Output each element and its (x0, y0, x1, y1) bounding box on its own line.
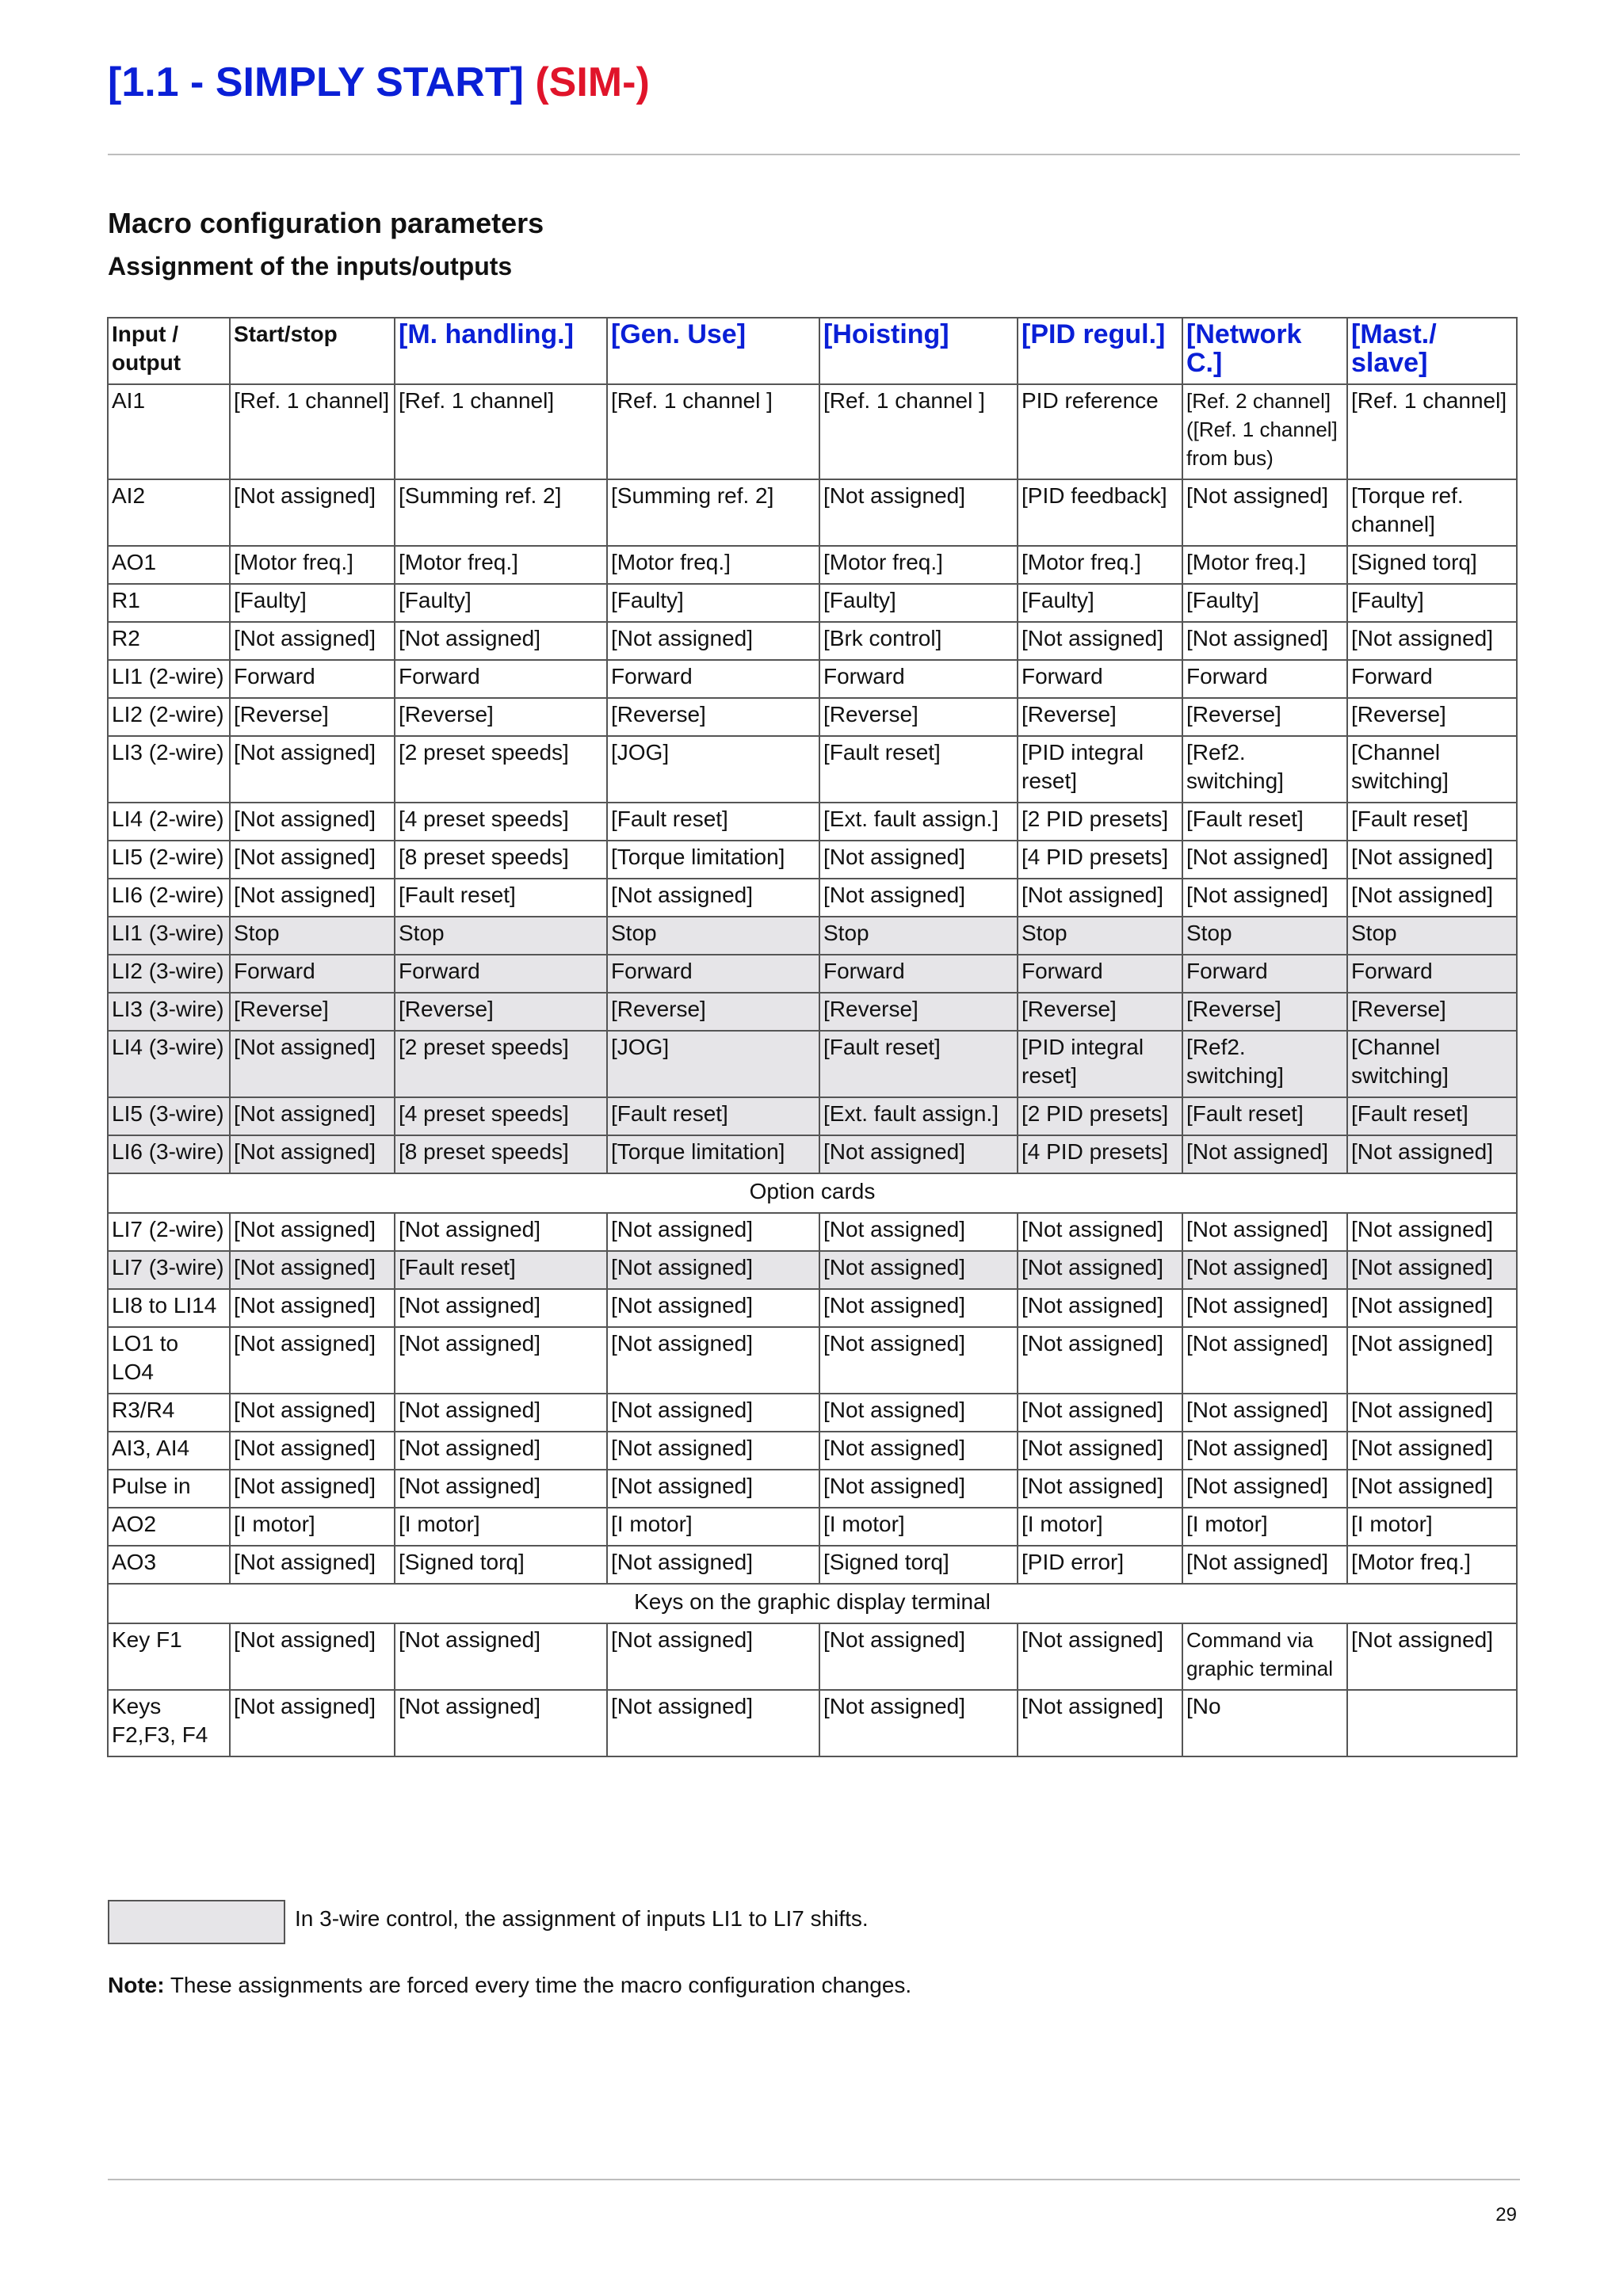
table-cell: [Not assigned] (1347, 1432, 1517, 1470)
table-cell: [Not assigned] (1018, 1213, 1182, 1251)
table-cell: [Not assigned] (395, 1289, 607, 1327)
keys-label: Keys on the graphic display terminal (108, 1584, 1517, 1623)
row-label-cell: LI1 (2-wire) (108, 660, 230, 698)
table-cell: [Faulty] (395, 584, 607, 622)
table-row (108, 1470, 1517, 1508)
table-cell: [Not assigned] (230, 1251, 395, 1289)
table-cell: [2 PID presets] (1018, 1097, 1182, 1135)
table-cell: Forward (230, 660, 395, 698)
table-cell: [Not assigned] (819, 1213, 1018, 1251)
page-title-code: (SIM-) (535, 59, 650, 105)
table-cell: [Channel switching] (1347, 736, 1517, 803)
page-title (108, 54, 650, 111)
row-label-cell: LI4 (2-wire) (108, 803, 230, 841)
table-cell: [I motor] (230, 1508, 395, 1546)
table-header-row (108, 318, 1517, 384)
table-cell: [4 PID presets] (1018, 1135, 1182, 1173)
table-row (108, 1251, 1517, 1289)
table-row (108, 660, 1517, 698)
table-cell: [Summing ref. 2] (607, 479, 819, 546)
table-cell: [Ref. 1 channel] (1347, 384, 1517, 479)
table-row (108, 1508, 1517, 1546)
table-cell: [Not assigned] (1347, 879, 1517, 917)
table-cell: [Fault reset] (607, 1097, 819, 1135)
table-cell: [Reverse] (395, 993, 607, 1031)
table-cell: Forward (1018, 955, 1182, 993)
table-cell: [Ref2. switching] (1182, 1031, 1347, 1097)
table-cell: [Not assigned] (1018, 879, 1182, 917)
table-cell: [Not assigned] (819, 1432, 1018, 1470)
row-label-cell: Key F1 (108, 1623, 230, 1690)
table-cell: [Not assigned] (395, 1623, 607, 1690)
table-row (108, 1394, 1517, 1432)
table-cell: [Not assigned] (1347, 1470, 1517, 1508)
section-subheading: Assignment of the inputs/outputs (108, 252, 513, 280)
table-cell: [2 preset speeds] (395, 1031, 607, 1097)
legend-text: In 3-wire control, the assignment of inputs LI1 to LI7 shifts. (295, 1906, 869, 1931)
table-cell: [Reverse] (1018, 993, 1182, 1031)
table-cell: [2 preset speeds] (395, 736, 607, 803)
table-row (108, 917, 1517, 955)
row-label-cell: R1 (108, 584, 230, 622)
table-cell: [Reverse] (607, 698, 819, 736)
table-cell: [Not assigned] (230, 622, 395, 660)
table-cell: [Not assigned] (230, 479, 395, 546)
table-cell: [Reverse] (230, 698, 395, 736)
table-cell: [Not assigned] (1182, 841, 1347, 879)
macro-assignment-table (107, 317, 1518, 1757)
rows-keys (108, 1623, 1517, 1756)
table-row (108, 698, 1517, 736)
table-cell: [Motor freq.] (607, 546, 819, 584)
row-label-cell: LI5 (3-wire) (108, 1097, 230, 1135)
row-label-cell: LO1 to LO4 (108, 1327, 230, 1394)
table-cell: [Reverse] (819, 993, 1018, 1031)
table-cell: [Not assigned] (1182, 1470, 1347, 1508)
table-cell: [Reverse] (607, 993, 819, 1031)
table-cell: [Not assigned] (230, 1623, 395, 1690)
section-heading: Macro configuration parameters (108, 207, 544, 239)
table-cell: [Reverse] (395, 698, 607, 736)
table-cell: [4 preset speeds] (395, 1097, 607, 1135)
table-cell: Forward (1182, 955, 1347, 993)
legend-shade-swatch (108, 1900, 285, 1944)
table-cell: [Ext. fault assign.] (819, 803, 1018, 841)
table-cell: [Not assigned] (1018, 1251, 1182, 1289)
table-cell: [Not assigned] (1347, 1623, 1517, 1690)
row-label-cell: AI2 (108, 479, 230, 546)
table-cell: [Not assigned] (607, 1690, 819, 1756)
table-cell: [Fault reset] (819, 736, 1018, 803)
row-label-cell: LI1 (3-wire) (108, 917, 230, 955)
header-mast-slave: [Mast./ slave] (1347, 318, 1517, 384)
table-cell: [Not assigned] (1182, 1327, 1347, 1394)
table-cell: [Channel switching] (1347, 1031, 1517, 1097)
table-cell: [Signed torq] (1347, 546, 1517, 584)
table-cell: [Reverse] (230, 993, 395, 1031)
table-cell: [Not assigned] (1182, 879, 1347, 917)
table-cell: [Faulty] (1182, 584, 1347, 622)
table-cell: [Not assigned] (1347, 1135, 1517, 1173)
table-cell: [PID error] (1018, 1546, 1182, 1584)
row-label-cell: Pulse in (108, 1470, 230, 1508)
table-cell: [Reverse] (1182, 698, 1347, 736)
table-cell: [4 preset speeds] (395, 803, 607, 841)
table-cell: [Not assigned] (607, 622, 819, 660)
table-cell: [Not assigned] (230, 1394, 395, 1432)
table-cell: [Not assigned] (819, 1135, 1018, 1173)
table-cell: Forward (607, 955, 819, 993)
table-cell: Stop (395, 917, 607, 955)
table-cell: [Motor freq.] (395, 546, 607, 584)
table-cell: [Ref. 1 channel] (230, 384, 395, 479)
table-cell: [Ref2. switching] (1182, 736, 1347, 803)
keys-section (108, 1584, 1517, 1623)
table-row (108, 1690, 1517, 1756)
table-row (108, 1135, 1517, 1173)
row-label-cell: LI6 (2-wire) (108, 879, 230, 917)
page-number: 29 (1495, 2204, 1517, 2225)
table-cell: [Not assigned] (230, 841, 395, 879)
row-label-cell: Keys F2,F3, F4 (108, 1690, 230, 1756)
table-cell: [Motor freq.] (1018, 546, 1182, 584)
table-cell: [Not assigned] (230, 1470, 395, 1508)
table-cell: [Not assigned] (1018, 1327, 1182, 1394)
section-row-keys (108, 1584, 1517, 1623)
table-cell: [Not assigned] (395, 622, 607, 660)
table-cell: Forward (1347, 660, 1517, 698)
table-cell: [Not assigned] (607, 1213, 819, 1251)
row-label-cell: LI3 (3-wire) (108, 993, 230, 1031)
table-cell: [I motor] (819, 1508, 1018, 1546)
rows-3-wire (108, 917, 1517, 1173)
row-label-cell: LI7 (2-wire) (108, 1213, 230, 1251)
table-cell: [Fault reset] (819, 1031, 1018, 1097)
table-cell: [Not assigned] (230, 1031, 395, 1097)
table-row (108, 1546, 1517, 1584)
table-cell: [Faulty] (230, 584, 395, 622)
table-cell: [Not assigned] (607, 1623, 819, 1690)
table-cell: [Ref. 1 channel ] (607, 384, 819, 479)
table-cell: [Summing ref. 2] (395, 479, 607, 546)
table-cell: [8 preset speeds] (395, 1135, 607, 1173)
table-cell: [Not assigned] (607, 1432, 819, 1470)
table-cell: [Not assigned] (230, 1432, 395, 1470)
table-row (108, 546, 1517, 584)
table-row (108, 622, 1517, 660)
table-cell: [Not assigned] (1182, 1213, 1347, 1251)
table-cell: [Not assigned] (607, 1327, 819, 1394)
table-cell: [Not assigned] (1347, 1251, 1517, 1289)
header-start-stop: Start/stop (230, 318, 395, 384)
header-network-c: [Network C.] (1182, 318, 1347, 384)
table-cell: [No (1182, 1690, 1347, 1756)
table-cell: [Not assigned] (607, 1289, 819, 1327)
table-cell: [Signed torq] (819, 1546, 1018, 1584)
table-cell: [Not assigned] (1347, 1289, 1517, 1327)
row-label-cell: LI2 (2-wire) (108, 698, 230, 736)
table-cell: [Not assigned] (607, 1470, 819, 1508)
table-row (108, 479, 1517, 546)
table-cell: [Not assigned] (1347, 1327, 1517, 1394)
table-cell: [Not assigned] (1347, 1213, 1517, 1251)
table-cell: [4 PID presets] (1018, 841, 1182, 879)
rows-2-wire (108, 384, 1517, 917)
table-row (108, 584, 1517, 622)
table-cell: [JOG] (607, 1031, 819, 1097)
table-cell: [Reverse] (1018, 698, 1182, 736)
table-cell: [Not assigned] (230, 1327, 395, 1394)
table-cell: [Ref. 1 channel] (395, 384, 607, 479)
table-cell: [Not assigned] (395, 1432, 607, 1470)
table-cell: [I motor] (395, 1508, 607, 1546)
table-row (108, 955, 1517, 993)
table-cell: [Not assigned] (395, 1470, 607, 1508)
header-pid-regul: [PID regul.] (1018, 318, 1182, 384)
table-cell: [Not assigned] (819, 879, 1018, 917)
table-cell: [Not assigned] (1182, 1546, 1347, 1584)
section-row-option-cards (108, 1173, 1517, 1213)
table-cell: [Faulty] (1018, 584, 1182, 622)
table-cell: Stop (819, 917, 1018, 955)
page-title-main: [1.1 - SIMPLY START] (108, 59, 524, 105)
table-row (108, 1327, 1517, 1394)
table-cell: [Ref. 1 channel ] (819, 384, 1018, 479)
table-cell: [Not assigned] (819, 1470, 1018, 1508)
table-cell: [Not assigned] (395, 1327, 607, 1394)
table-cell: [8 preset speeds] (395, 841, 607, 879)
header-hoisting: [Hoisting] (819, 318, 1018, 384)
table-cell: Forward (395, 660, 607, 698)
table-cell: Stop (1182, 917, 1347, 955)
table-row (108, 879, 1517, 917)
table-cell: Forward (819, 660, 1018, 698)
table-cell: [Not assigned] (819, 1327, 1018, 1394)
table-cell: [Not assigned] (1018, 1623, 1182, 1690)
header-divider (108, 154, 1520, 155)
table-cell: [Not assigned] (1182, 1394, 1347, 1432)
table-cell: Stop (1018, 917, 1182, 955)
table-row (108, 841, 1517, 879)
table-cell: Stop (230, 917, 395, 955)
table-cell: [Reverse] (1182, 993, 1347, 1031)
table-cell: Command via graphic terminal (1182, 1623, 1347, 1690)
table-cell: Forward (1182, 660, 1347, 698)
table-cell: Forward (230, 955, 395, 993)
table-cell: [Not assigned] (230, 879, 395, 917)
table-row (108, 1031, 1517, 1097)
table-cell: [Motor freq.] (230, 546, 395, 584)
header-m-handling: [M. handling.] (395, 318, 607, 384)
table-cell: [Fault reset] (395, 1251, 607, 1289)
table-cell: [Reverse] (1347, 993, 1517, 1031)
table-cell: [Not assigned] (1182, 1135, 1347, 1173)
table-cell: [Not assigned] (819, 1394, 1018, 1432)
table-cell: [Not assigned] (230, 1690, 395, 1756)
table-cell: [Not assigned] (819, 479, 1018, 546)
table-cell: [Faulty] (1347, 584, 1517, 622)
table-row (108, 736, 1517, 803)
row-label-cell: LI4 (3-wire) (108, 1031, 230, 1097)
table-cell: [Not assigned] (1347, 622, 1517, 660)
row-label-cell: LI2 (3-wire) (108, 955, 230, 993)
table-cell: [Not assigned] (230, 803, 395, 841)
table-row (108, 1213, 1517, 1251)
table-cell: [Not assigned] (1018, 1394, 1182, 1432)
table-cell: [Not assigned] (1347, 1394, 1517, 1432)
table-cell: [Fault reset] (1182, 1097, 1347, 1135)
row-label-cell: LI5 (2-wire) (108, 841, 230, 879)
footer-divider (108, 2179, 1520, 2180)
table-cell: [Fault reset] (1347, 803, 1517, 841)
table-cell: [Motor freq.] (819, 546, 1018, 584)
table-cell: [Torque ref. channel] (1347, 479, 1517, 546)
table-cell: [I motor] (1018, 1508, 1182, 1546)
table-cell: [Not assigned] (607, 1546, 819, 1584)
table-cell: [Brk control] (819, 622, 1018, 660)
table-cell: [Not assigned] (1018, 1289, 1182, 1327)
option-cards-section (108, 1173, 1517, 1213)
table-cell: [Not assigned] (1182, 1289, 1347, 1327)
table-cell: [Not assigned] (1018, 1470, 1182, 1508)
table-cell: Forward (395, 955, 607, 993)
table-cell: [Reverse] (819, 698, 1018, 736)
table-cell: [I motor] (607, 1508, 819, 1546)
table-cell: [Not assigned] (819, 1251, 1018, 1289)
table-cell: PID reference (1018, 384, 1182, 479)
table-cell: Forward (819, 955, 1018, 993)
header-gen-use: [Gen. Use] (607, 318, 819, 384)
table-cell: [Fault reset] (1347, 1097, 1517, 1135)
table-cell: [PID feedback] (1018, 479, 1182, 546)
table-cell: [Not assigned] (607, 1394, 819, 1432)
table-cell: [I motor] (1347, 1508, 1517, 1546)
table-cell: [Not assigned] (819, 841, 1018, 879)
table-cell: [Not assigned] (395, 1213, 607, 1251)
table-cell: [Not assigned] (395, 1690, 607, 1756)
table-cell: [Fault reset] (395, 879, 607, 917)
row-label-cell: R3/R4 (108, 1394, 230, 1432)
row-label-cell: AO1 (108, 546, 230, 584)
row-label-cell: AO2 (108, 1508, 230, 1546)
table-cell: [Not assigned] (607, 879, 819, 917)
rows-option-cards (108, 1213, 1517, 1584)
table-cell: [Faulty] (819, 584, 1018, 622)
table-cell: [PID integral reset] (1018, 1031, 1182, 1097)
row-label-cell: LI6 (3-wire) (108, 1135, 230, 1173)
row-label-cell: AO3 (108, 1546, 230, 1584)
table-cell: Stop (607, 917, 819, 955)
note-label: Note: (108, 1973, 165, 1997)
table-cell: [Not assigned] (230, 1213, 395, 1251)
table-row (108, 993, 1517, 1031)
table-cell: [Not assigned] (1182, 622, 1347, 660)
table-cell: [Not assigned] (230, 1546, 395, 1584)
note (108, 1970, 911, 2001)
row-label-cell: LI3 (2-wire) (108, 736, 230, 803)
table-cell: [Not assigned] (1347, 841, 1517, 879)
table-cell: [Not assigned] (1182, 479, 1347, 546)
table-cell: Forward (1347, 955, 1517, 993)
header-input-output: Input / output (108, 318, 230, 384)
table-cell: [Not assigned] (1018, 1432, 1182, 1470)
table-cell: [Signed torq] (395, 1546, 607, 1584)
table-cell: [I motor] (1182, 1508, 1347, 1546)
table-cell: [Not assigned] (230, 1135, 395, 1173)
table-cell (1347, 1690, 1517, 1756)
table-cell: [Not assigned] (230, 1289, 395, 1327)
option-cards-label: Option cards (108, 1173, 1517, 1213)
table-cell: [Ref. 2 channel] ([Ref. 1 channel] from bus) (1182, 384, 1347, 479)
table-cell: [Not assigned] (395, 1394, 607, 1432)
table-row (108, 803, 1517, 841)
table-cell: [Fault reset] (607, 803, 819, 841)
note-text: These assignments are forced every time the macro configuration changes. (164, 1973, 912, 1997)
table-cell: Forward (1018, 660, 1182, 698)
table-cell: [Ext. fault assign.] (819, 1097, 1018, 1135)
table-cell: [Motor freq.] (1347, 1546, 1517, 1584)
table-cell: [Not assigned] (819, 1690, 1018, 1756)
table-cell: [PID integral reset] (1018, 736, 1182, 803)
table-row (108, 384, 1517, 479)
table-row (108, 1623, 1517, 1690)
table-cell: [Faulty] (607, 584, 819, 622)
row-label-cell: LI7 (3-wire) (108, 1251, 230, 1289)
table-row (108, 1097, 1517, 1135)
table-cell: [2 PID presets] (1018, 803, 1182, 841)
row-label-cell: R2 (108, 622, 230, 660)
table-cell: [Motor freq.] (1182, 546, 1347, 584)
row-label-cell: AI3, AI4 (108, 1432, 230, 1470)
table-cell: [Not assigned] (1018, 1690, 1182, 1756)
table-cell: [Not assigned] (1018, 622, 1182, 660)
row-label-cell: LI8 to LI14 (108, 1289, 230, 1327)
table-cell: [Not assigned] (1182, 1251, 1347, 1289)
table-cell: [Not assigned] (819, 1623, 1018, 1690)
table-cell: Forward (607, 660, 819, 698)
table-cell: [Torque limitation] (607, 841, 819, 879)
table-cell: [Not assigned] (1182, 1432, 1347, 1470)
table-cell: Stop (1347, 917, 1517, 955)
table-cell: [Not assigned] (819, 1289, 1018, 1327)
table-row (108, 1289, 1517, 1327)
row-label-cell: AI1 (108, 384, 230, 479)
table-cell: [Not assigned] (230, 736, 395, 803)
table-cell: [Torque limitation] (607, 1135, 819, 1173)
table-cell: [Not assigned] (230, 1097, 395, 1135)
table-cell: [Reverse] (1347, 698, 1517, 736)
table-cell: [JOG] (607, 736, 819, 803)
table-row (108, 1432, 1517, 1470)
table-cell: [Not assigned] (607, 1251, 819, 1289)
table-cell: [Fault reset] (1182, 803, 1347, 841)
